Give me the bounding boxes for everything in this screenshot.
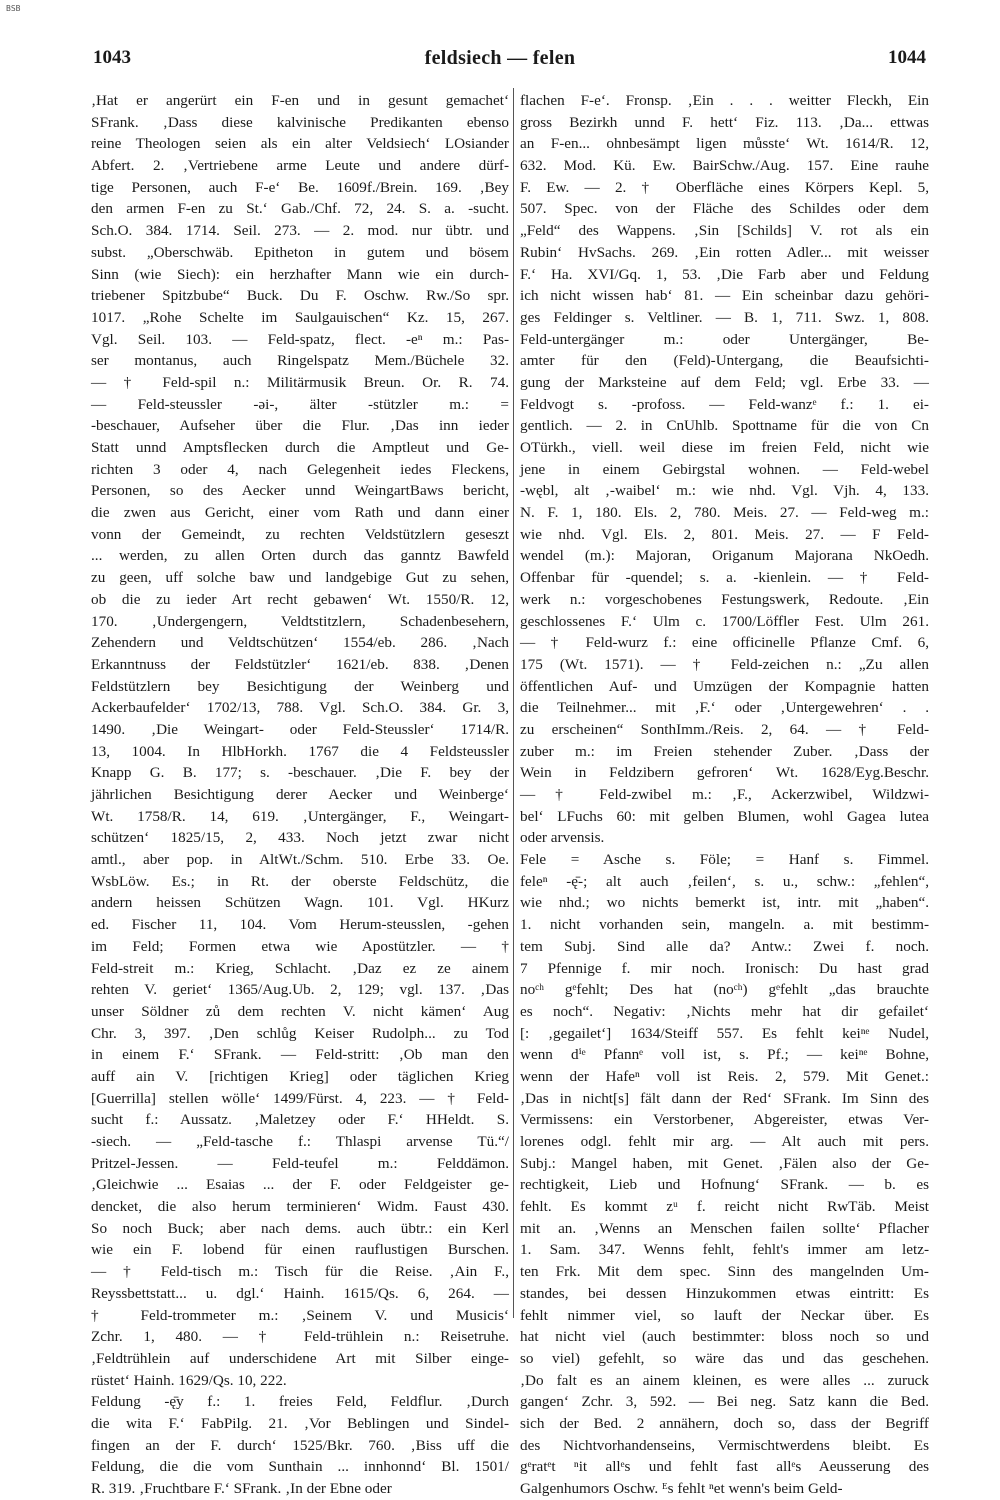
left-column-line: So noch Buck; aber nach dems. auch übtr.: ein Kerl xyxy=(91,1219,509,1237)
right-column-line: wenn dⁱᵉ Pfannᵉ voll ist, s. Pf.; — keiⁿᵉ Bohne, xyxy=(520,1046,929,1064)
left-column-line: ed. Fischer 11, 104. Vom Herum-steusslen, -gehen xyxy=(91,916,509,934)
right-column-line: gross Bezirkh unnd F. hett‘ Fiz. 113. ‚Da... ettwas xyxy=(520,113,929,131)
left-column-line: Wt. 1758/R. 14, 619. ‚Untergänger, F., Weingart- xyxy=(91,807,509,825)
left-column-line: ‚Hat er angerürt ein F-en und in gesunt gemachet‘ xyxy=(91,92,509,109)
left-column-line: SFrank. ‚Dass diese kalvinische Predikanten ebenso xyxy=(91,113,509,131)
left-column-line: rehten V. geriet‘ 1365/Aug.Ub. 2, 129; vgl. 137. ‚Das xyxy=(91,981,509,999)
page-number-left: 1043 xyxy=(93,47,131,68)
right-column-line: noᶜʰ gᵉfehlt; Des hat (noᶜʰ) gᵉfehlt „das brauchte xyxy=(520,981,929,999)
right-column-line: Subj.: Mangel haben, mit Genet. ‚Fälen also der Ge- xyxy=(520,1154,929,1172)
right-column-line: jene in einem Gebirgstal wohnen. — Feld-webel xyxy=(520,460,929,478)
left-column-line: sucht f.: Aussatz. ‚Maletzey oder F.‘ HHeldt. S. xyxy=(91,1111,509,1129)
left-column-line: Sch.O. 384. 1714. Seil. 273. — 2. mod. nur übtr. und xyxy=(91,222,509,240)
left-column-line: Feld-streit m.: Krieg, Schlacht. ‚Daz ez ze ainem xyxy=(91,959,509,977)
left-column-line: 13, 1004. In HlbHorkh. 1767 die 4 Feldsteussler xyxy=(91,742,509,760)
right-column-line: so viel) gefehlt, so wäre das und das geschehen. xyxy=(520,1349,929,1367)
right-column-line: F. Ew. — 2. † Oberfläche eines Körpers Kepl. 5, xyxy=(520,178,929,196)
right-column-line: ten Frk. Mit dem spec. Sinn des mangelnden Um- xyxy=(520,1263,929,1281)
right-column-line: [: ‚gegailet‘] 1634/Steiff 557. Es fehlt keiⁿᵉ Nudel, xyxy=(520,1024,929,1042)
left-column-line: — † Feld-spil n.: Militärmusik Breun. Or. R. 74. xyxy=(91,373,509,391)
right-column-line: mit an. ‚Wenns an Menschen failen sollte‘ Pflacher xyxy=(520,1219,929,1237)
left-column-line: in einem F.‘ SFrank. — Feld-stritt: ‚Ob man den xyxy=(91,1046,509,1064)
left-column-line: ... werden, zu allen Orten durch das ganntz Bawfeld xyxy=(91,547,509,565)
left-column-line: fingen an der F. durch‘ 1525/Bkr. 760. ‚Biss uff die xyxy=(91,1436,509,1454)
left-column-line: ‚Feldtrühlein auf underschidene Art mit Silber einge- xyxy=(91,1349,509,1367)
right-column-line: zu erscheinen“ SonthImm./Reis. 2, 64. — † Feld- xyxy=(520,720,929,738)
right-column-line: des Nichtvorhandenseins, Vermischtwerdens bleibt. Es xyxy=(520,1436,929,1454)
right-column-line: öffentlichen Auf- und Umzügen der Kompagnie hatten xyxy=(520,677,929,695)
right-column-line: flachen F-e‘. Fronsp. ‚Ein . . . weitter Fleckh, Ein xyxy=(520,92,929,109)
right-column-line: gung der Marksteine auf dem Feld; vgl. Erbe 33. — xyxy=(520,373,929,391)
left-column-line: tige Personen, auch F-e‘ Be. 1609f./Brein. 169. ‚Bey xyxy=(91,178,509,196)
right-column-line: hat nicht viel (auch bestimmter: bloss noch so und xyxy=(520,1328,929,1346)
right-column-line: ‚Das in nicht[s] fält dann der Red‘ SFrank. Im Sinn des xyxy=(520,1089,929,1107)
left-column-line: unser Söldner zů dem rechten V. nicht kämen‘ Aug xyxy=(91,1002,509,1020)
right-column-line: Wein in Feldzibern gefroren‘ Wt. 1628/Eyg.Beschr. xyxy=(520,764,929,782)
left-column-line: den armen F-en zu St.‘ Gab./Chf. 72, 24. S. a. -sucht. xyxy=(91,200,509,218)
left-column-line: subst. „Oberschwäb. Epitheton in gutem und bösem xyxy=(91,243,509,261)
left-column-line: [Guerrilla] stellen wölle‘ 1499/Fürst. 4, 223. — † Feld- xyxy=(91,1089,509,1107)
left-column-line: ‚Gleichwie ... Esaias ... der F. oder Feldgeister ge- xyxy=(91,1176,509,1194)
left-column-line: Reyssbettstatt... u. dgl.‘ Hainh. 1615/Qs. 6, 264. — xyxy=(91,1284,509,1302)
right-column xyxy=(520,90,929,1497)
left-column-line: im Feld; Formen etwa wie Apostützler. — † xyxy=(91,937,509,955)
left-column-line: Knapp G. B. 177; s. -beschauer. ‚Die F. bey der xyxy=(91,764,509,782)
left-column-line: WsbLöw. Es.; in Rt. der oberste Feldschütz, die xyxy=(91,872,509,890)
right-column-line: die Teilnehmer... mit ‚F.‘ oder ‚Untergewehren‘ . . xyxy=(520,699,929,717)
left-column-line: Vgl. Seil. 103. — Feld-spatz, flect. -eⁿ m.: Pas- xyxy=(91,330,509,348)
left-column-line: jährlichen Besichtigung derer Aecker und Weinberge‘ xyxy=(91,786,509,803)
right-column-line: geschlossenes F.‘ Ulm c. 1700/Löffler Fest. Ulm 261. xyxy=(520,612,929,630)
left-column-line: ob die zu ieder Art recht gebawen‘ Wt. 1550/R. 12, xyxy=(91,590,509,608)
right-column-line: -wębl, alt ‚-waibel‘ m.: wie nhd. Vgl. Vjh. 4, 133. xyxy=(520,482,929,500)
right-column-line: bel‘ LFuchs 60: mit gelben Blumen, wohl Gagea lutea xyxy=(520,807,929,825)
left-column-line: Feldung -ę̄y f.: 1. freies Feld, Feldflur. ‚Durch xyxy=(91,1393,509,1411)
right-column-line: Feldvogt s. -profoss. — Feld-wanzᵉ f.: 1. ei- xyxy=(520,395,929,413)
left-column-line: Erkanntnuss der Feldstützler‘ 1621/eb. 838. ‚Denen xyxy=(91,655,509,673)
left-column-line: Chr. 3, 397. ‚Den schlůg Keiser Rudolph... zu Tod xyxy=(91,1024,509,1042)
right-column-line: wie nhd. Vgl. Els. 2, 801. Meis. 27. — F Feld- xyxy=(520,525,929,543)
right-column-line: ‚Do falt es an ainem kleinen, es were alles ... zuruck xyxy=(520,1371,929,1389)
right-column-line: fehlt. Es kommt zᵘ f. reicht nicht RwTäb. Meist xyxy=(520,1198,929,1216)
right-column-line: tem Subj. Sind alle da? Antw.: Zwei f. noch. xyxy=(520,937,929,955)
left-column-line: — † Feld-tisch m.: Tisch für die Reise. ‚Ain F., xyxy=(91,1263,509,1281)
right-column-line: F.‘ Ha. XVI/Gq. 1, 53. ‚Die Farb aber und Feldung xyxy=(520,265,929,283)
left-column-line: 170. ‚Undergengern, Veldtstitzlern, Schadenbesehern, xyxy=(91,612,509,630)
right-column-line: „Feld“ des Wappens. ‚Sin [Schilds] V. rot als ein xyxy=(520,222,929,240)
running-head: feldsiech — felen xyxy=(424,47,576,69)
right-column-line: 7 Pfennige f. mir noch. Ironisch: Du hast grad xyxy=(520,959,929,977)
left-column-line: wie ein F. lobend für einen rauflustigen Burschen. xyxy=(91,1241,509,1259)
left-column-line: richten 3 oder 4, nach Gelegenheit iedes Fleckens, xyxy=(91,460,509,478)
column-divider xyxy=(513,88,514,1318)
right-column-line: Rubin‘ HvSachs. 269. ‚Ein rotten Adler... mit weisser xyxy=(520,243,929,261)
right-column-line: wie nhd.; wo nichts bemerkt ist, intr. mit „haben“. xyxy=(520,894,929,912)
left-column-line: R. 319. ‚Fruchtbare F.‘ SFrank. ‚In der Ebne oder xyxy=(91,1480,392,1497)
left-column-line: Zchr. 1, 480. — † Feld-trühlein n.: Reisetruhe. xyxy=(91,1328,509,1346)
right-column-line: fehlt nimmer viel, so lauft der Neckar über. Es xyxy=(520,1306,929,1324)
left-column-line: Zehendern und Veldtschützen‘ 1554/eb. 286. ‚Nach xyxy=(91,634,509,652)
right-column-line: 1. Sam. 347. Wenns fehlt, fehlt's immer am letz- xyxy=(520,1241,929,1259)
right-column-line: 507. Spec. von der Fläche des Schildes oder dem xyxy=(520,200,929,218)
right-column-line: rechtigkeit, Lieb und Hofnung‘ SFrank. — b. es xyxy=(520,1176,929,1194)
left-column xyxy=(91,90,509,1497)
right-column-line: werk n.: vorgeschobenes Festungswerk, Redoute. ‚Ein xyxy=(520,590,929,608)
left-column-line: die zwen aus Gericht, einer vom Rath und dann einer xyxy=(91,504,509,522)
left-column-line: amtl., aber pop. in AltWt./Schm. 510. Erbe 33. Oe. xyxy=(91,851,509,869)
left-column-line: andern heissen Schützen Wagn. 101. Vgl. HKurz xyxy=(91,894,509,912)
right-column-line: ges Feldinger s. Veltliner. — B. 1, 711. Swz. 1, 808. xyxy=(520,308,929,326)
right-column-line: N. F. 1, 180. Els. 2, 780. Meis. 27. — Feld-weg m.: xyxy=(520,504,929,522)
left-column-line: rüstet‘ Hainh. 1629/Qs. 10, 222. xyxy=(91,1371,287,1389)
left-column-line: Feldstützlern bey Besichtigung der Weinberg und xyxy=(91,677,509,695)
right-column-line: feleⁿ -ę̄-; alt auch ‚feilen‘, s. u., schw.: „fehlen“, xyxy=(520,872,929,890)
left-column-line: Abfert. 2. ‚Vertriebene arme Leute und andere dürf- xyxy=(91,157,509,175)
left-column-line: ser montanus, auch Ringelspatz Mem./Büchele 32. xyxy=(91,352,509,370)
left-column-line: dencket, die also herum terminieren‘ Widm. Faust 430. xyxy=(91,1198,509,1216)
right-column-line: lorenes odgl. fehlt mir arg. — Alt auch mit pers. xyxy=(520,1133,929,1150)
left-column-line: schützen‘ 1825/15, 2, 433. Noch jetzt zwar nicht xyxy=(91,829,509,847)
right-column-line: Fele = Asche s. Föle; = Hanf s. Fimmel. xyxy=(520,851,929,869)
right-column-line: wendel (m.): Majoran, Origanum Majorana NkOedh. xyxy=(520,547,929,565)
right-column-line: ich nicht wissen hab‘ 81. — Ein scheinbar dazu gehöri- xyxy=(520,287,929,305)
right-column-line: Galgenhumors Oschw. ᴱs fehlt ⁿet wenn's beim Geld- xyxy=(520,1480,843,1497)
left-column-line: Ackerbaufelder‘ 1702/13, 788. Vgl. Sch.O. 384. Gr. 3, xyxy=(91,699,509,717)
right-column-line: 632. Mod. Kü. Ew. BairSchw./Aug. 157. Eine rauhe xyxy=(520,157,929,175)
page-number-right: 1044 xyxy=(888,47,926,68)
right-column-line: wenn der Hafeⁿ voll ist Reis. 2, 579. Mit Genet.: xyxy=(520,1067,929,1085)
right-column-line: Offenbar für -quendel; s. a. -kienlein. — † Feld- xyxy=(520,569,929,587)
left-column-line: — Feld-steussler -əi-, älter -stützler m.: = xyxy=(91,395,509,413)
right-column-line: oder arvensis. xyxy=(520,829,605,847)
right-column-line: Vermissens: ein Verstorbener, Abgereister, etwas Ver- xyxy=(520,1111,929,1129)
right-column-line: 175 (Wt. 1571). — † Feld-zeichen n.: „Zu allen xyxy=(520,655,929,673)
left-column-line: Pritzel-Jessen. — Feld-teufel m.: Felddämon. xyxy=(91,1154,509,1172)
left-column-line: Sinn (wie Siech): ein herzhafter Mann wie ein durch- xyxy=(91,265,509,283)
right-column-line: gᵉratᵉt ⁿit allᵉs und fehlt fast allᵉs Aeusserung des xyxy=(520,1458,929,1476)
right-column-line: gentlich. — 2. in CnUhlb. Spottname für die von Cn xyxy=(520,417,929,435)
left-column-line: vonn der Gemeindt, zu rechten Veldstützlern geseszt xyxy=(91,525,509,543)
right-column-line: 1. nicht vorhanden sein, mangeln. a. mit bestimm- xyxy=(520,916,929,934)
left-column-line: Personen, so des Aecker unnd WeingartBaws bericht, xyxy=(91,482,509,500)
right-column-line: — † Feld-zwibel m.: ‚F., Ackerzwibel, Wildzwi- xyxy=(520,786,929,803)
right-column-line: Feld-untergänger m.: oder Untergänger, Be- xyxy=(520,330,929,348)
left-column-line: zu geen, uff solche baw und landgebige Gut zu sehen, xyxy=(91,569,509,587)
right-column-line: amter für den (Feld)-Untergang, die Beaufsichti- xyxy=(520,352,929,370)
left-column-line: 1017. „Rohe Schelte im Saulgauischen“ Kz. 15, 267. xyxy=(91,308,509,326)
left-column-line: Statt unnd Amptsflecken durch die Amptleut und Ge- xyxy=(91,439,509,456)
right-column-line: sich der Bed. 2 annähern, doch so, dass der Begriff xyxy=(520,1414,929,1432)
right-column-line: zuber m.: im Freien stehender Zuber. ‚Dass der xyxy=(520,742,929,760)
left-column-line: auff ain V. [richtigen Krieg] oder täglichen Krieg xyxy=(91,1067,509,1085)
right-column-line: OTürkh., viell. weil diese im freien Feld, nicht wie xyxy=(520,439,929,456)
left-column-line: die wita F.‘ FabPilg. 21. ‚Vor Beblingen und Sindel- xyxy=(91,1414,509,1432)
left-column-line: reine Theologen seien als ein alter Veldsiech‘ LOsiander xyxy=(91,135,509,153)
right-column-line: an F-en... ohnbesämpt ligen můsste‘ Wt. 1614/R. 12, xyxy=(520,135,929,153)
left-column-line: † Feld-trommeter m.: ‚Seinem V. und Musicis‘ xyxy=(91,1306,509,1324)
page-header xyxy=(0,47,1000,73)
right-column-line: es noch“. Negativ: ‚Nichts mehr hat dir gefailet‘ xyxy=(520,1002,929,1020)
right-column-line: gangen‘ Zchr. 3, 592. — Bei neg. Satz kann die Bed. xyxy=(520,1393,929,1411)
library-stamp: BSB xyxy=(6,4,21,13)
left-column-line: -siech. — „Feld-tasche f.: Thlaspi arvense Tü.“/ xyxy=(91,1133,509,1150)
left-column-line: Feldung, die die vom Sunthain ... innhonnd‘ Bl. 1501/ xyxy=(91,1458,509,1476)
left-column-line: 1490. ‚Die Weingart- oder Feld-Steussler‘ 1714/R. xyxy=(91,720,509,738)
right-column-line: standes, bei dessen Hinzukommen etwas eintritt: Es xyxy=(520,1284,929,1302)
left-column-line: -beschauer, Aufseher über die Flur. ‚Das inn ieder xyxy=(91,417,509,435)
right-column-line: — † Feld-wurz f.: eine officinelle Pflanze Cmf. 6, xyxy=(520,634,929,652)
left-column-line: triebener Spitzbube“ Buck. Du F. Oschw. Rw./So spr. xyxy=(91,287,509,305)
